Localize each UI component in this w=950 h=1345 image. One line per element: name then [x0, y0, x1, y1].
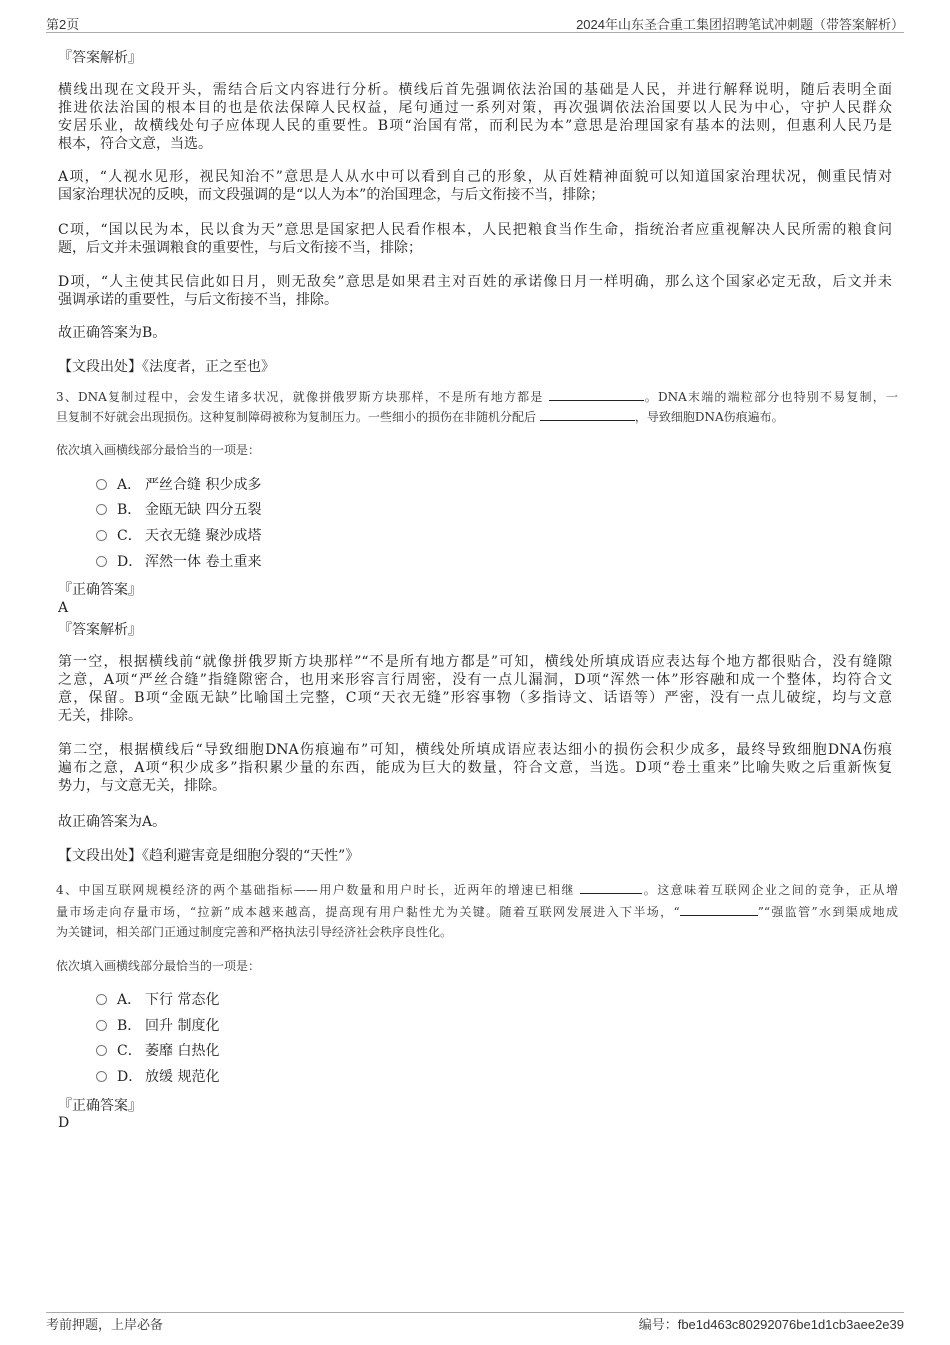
option-d[interactable]: D． 浑然一体 卷土重来	[96, 553, 261, 571]
text-line: 第二空，根据横线后“导致细胞DNA伤痕遍布”可知，横线处所填成语应表达细小的损伤会积少成多，最终导致细胞DNA伤痕	[58, 742, 892, 758]
text-line: 国家治理状况的反映，而文段强调的是“以人为本”的治国理念，与后文衔接不当，排除；	[58, 187, 605, 203]
fill-blank	[540, 408, 635, 421]
text-line: 势力，与文意无关，排除。	[58, 778, 226, 794]
option-b[interactable]: B． 金瓯无缺 四分五裂	[96, 501, 261, 519]
question-stem: 为关键词，相关部门正通过制度完善和严格执法引导经济社会秩序良性化。	[56, 925, 453, 939]
source: 【文段出处】《法度者，正之至也》	[58, 359, 275, 375]
text-line: D项，“人主使其民信此如日月，则无敌矣”意思是如果君主对百姓的承诺像日月一样明确，那么这个国家必定无敌，后文并未	[58, 274, 892, 290]
conclusion: 故正确答案为A。	[58, 814, 167, 830]
radio-icon	[96, 479, 107, 490]
document-title: 2024年山东圣合重工集团招聘笔试冲刺题（带答案解析）	[576, 17, 904, 32]
analysis-label: 『答案解析』	[58, 50, 142, 66]
text-line: 安居乐业，故横线处句子应体现人民的重要性。B项“治国有常，而利民为本”意思是治理国家有基本的法则，但惠利人民乃是	[58, 118, 892, 134]
radio-icon	[96, 556, 107, 567]
question-stem: 4、中国互联网规模经济的两个基础指标——用户数量和用户时长，近两年的增速已相继 。这意味着互联网企业之间的竞争，正从增	[56, 883, 898, 897]
footer-divider	[46, 1312, 904, 1313]
fill-blank	[580, 881, 642, 894]
question-stem: 量市场走向存量市场，“拉新”成本越来越高，提高现有用户黏性尤为关键。随着互联网发展进入下半场，“ ”“强监管”水到渠成地成	[56, 905, 898, 919]
option-c[interactable]: C． 萎靡 白热化	[96, 1042, 219, 1060]
header-divider	[46, 32, 904, 33]
radio-icon	[96, 994, 107, 1005]
text-line: 推进依法治国的根本目的也是依法保障人民权益，尾句通过一系列对策，再次强调依法治国要以人民为中心，守护人民群众	[58, 100, 892, 116]
footer-slogan: 考前押题，上岸必备	[46, 1317, 164, 1332]
text-line: C项，“国以民为本，民以食为天”意思是国家把人民看作根本，人民把粮食当作生命，指统治者应重视解决人民所需的粮食问	[58, 222, 892, 238]
radio-icon	[96, 504, 107, 515]
question-stem: 旦复制不好就会出现损伤。这种复制障碍被称为复制压力。一些细小的损伤在非随机分配后 ，导致细胞DNA伤痕遍布。	[56, 410, 784, 424]
text-line: 强调承诺的重要性，与后文衔接不当，排除。	[58, 292, 338, 308]
option-a[interactable]: A． 严丝合缝 积少成多	[96, 476, 261, 494]
answer-label: 『正确答案』	[58, 582, 142, 598]
text-line: 横线出现在文段开头，需结合后文内容进行分析。横线后首先强调依法治国的基础是人民，并进行解释说明，随后表明全面	[58, 82, 892, 98]
text-line: A项，“人视水见形，视民知治不”意思是人从水中可以看到自己的形象，从百姓精神面貌可以知道国家治理状况，侧重民情对	[58, 169, 892, 185]
fill-blank	[680, 903, 758, 916]
text-line: 题，后文并未强调粮食的重要性，与后文衔接不当，排除；	[58, 240, 422, 256]
conclusion: 故正确答案为B。	[58, 325, 167, 341]
radio-icon	[96, 1020, 107, 1031]
text-line: 遍布之意，A项“积少成多”指积累少量的东西，能成为巨大的数量，符合文意，当选。D项“卷土重来”比喻失败之后重新恢复	[58, 760, 892, 776]
option-b[interactable]: B． 回升 制度化	[96, 1017, 219, 1035]
text-line: 之意，A项“严丝合缝”指缝隙密合，也用来形容言行周密，没有一点儿漏洞，D项“浑然一体”形容融和成一个整体，均符合文	[58, 672, 892, 688]
radio-icon	[96, 530, 107, 541]
text-line: 意，保留。B项“金瓯无缺”比喻国土完整，C项“天衣无缝”形容事物（多指诗文、话语等）严密，没有一点儿破绽，均与文意	[58, 690, 892, 706]
option-c[interactable]: C． 天衣无缝 聚沙成塔	[96, 527, 261, 545]
document-id: 编号：fbe1d463c80292076be1d1cb3aee2e39	[638, 1317, 904, 1332]
question-prompt: 依次填入画横线部分最恰当的一项是：	[56, 959, 261, 973]
page-number: 第2页	[46, 17, 80, 32]
question-stem: 3、DNA复制过程中，会发生诸多状况，就像拼俄罗斯方块那样，不是所有地方都是 。DNA末端的端粒部分也特别不易复制，一	[56, 390, 898, 404]
source: 【文段出处】《趋利避害竟是细胞分裂的“天性”》	[58, 848, 360, 864]
question-prompt: 依次填入画横线部分最恰当的一项是：	[56, 443, 261, 457]
answer: D	[58, 1115, 70, 1131]
text-line: 无关，排除。	[58, 708, 142, 724]
option-a[interactable]: A． 下行 常态化	[96, 991, 219, 1009]
answer-label: 『正确答案』	[58, 1098, 142, 1114]
radio-icon	[96, 1071, 107, 1082]
fill-blank	[549, 388, 644, 401]
radio-icon	[96, 1045, 107, 1056]
option-d[interactable]: D． 放缓 规范化	[96, 1068, 219, 1086]
text-line: 根本，符合文意，当选。	[58, 136, 212, 152]
text-line: 第一空，根据横线前“就像拼俄罗斯方块那样”“不是所有地方都是”可知，横线处所填成语应表达每个地方都很贴合，没有缝隙	[58, 654, 892, 670]
answer: A	[58, 600, 69, 616]
analysis-label: 『答案解析』	[58, 622, 142, 638]
